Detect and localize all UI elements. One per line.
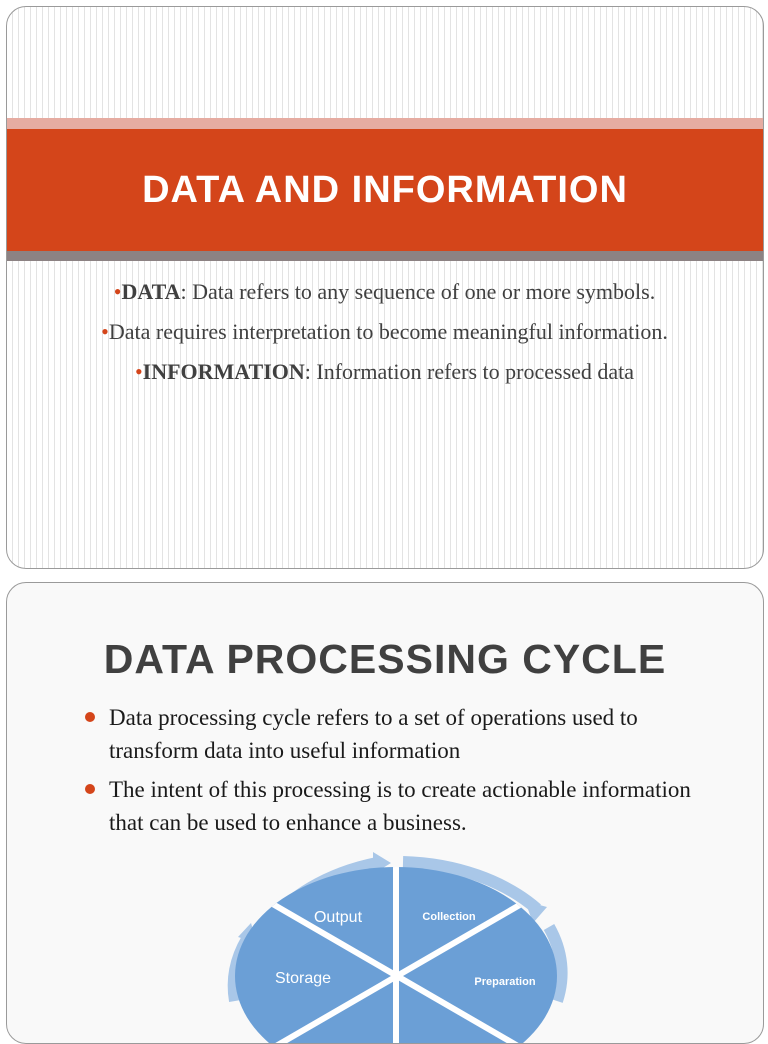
list-item [81,701,721,767]
bullet-list [81,701,721,845]
bullet-term: INFORMATION [142,359,305,384]
slide-title: DATA PROCESSING CYCLE [103,636,667,682]
cycle-label-output: Output [313,909,363,926]
slide-title: DATA AND INFORMATION [142,169,628,211]
title-banner [7,129,763,251]
bullet-information [97,355,672,388]
cycle-label-collection: Collection [422,911,476,923]
slide-data-and-information [6,6,764,569]
bullet-dot-icon [85,712,95,722]
cycle-label-preparation: Preparation [474,976,536,988]
list-item-text: The intent of this processing is to create actionable information that can be used to enhance a business. [109,777,691,835]
bullet-marker: • [101,319,109,344]
bullet-text: : Information refers to processed data [304,359,635,384]
bullet-text: Data requires interpretation to become meaningful information. [108,319,668,344]
bullet-text: : Data refers to any sequence of one or more symbols. [180,279,656,304]
list-item [81,773,721,839]
bullet-data [97,275,672,308]
title-band-bottom [7,251,763,261]
bullet-term: DATA [121,279,181,304]
bullet-marker: • [113,279,122,304]
cycle-label-storage: Storage [274,970,332,987]
bullet-marker: • [134,359,143,384]
slide-content [97,275,672,395]
processing-cycle-diagram [207,851,587,1044]
slide-data-processing-cycle [6,582,764,1044]
bullet-interpretation [97,315,672,348]
bullet-dot-icon [85,784,95,794]
title-band-top [7,118,763,129]
list-item-text: Data processing cycle refers to a set of operations used to transform data into useful information [109,705,638,763]
